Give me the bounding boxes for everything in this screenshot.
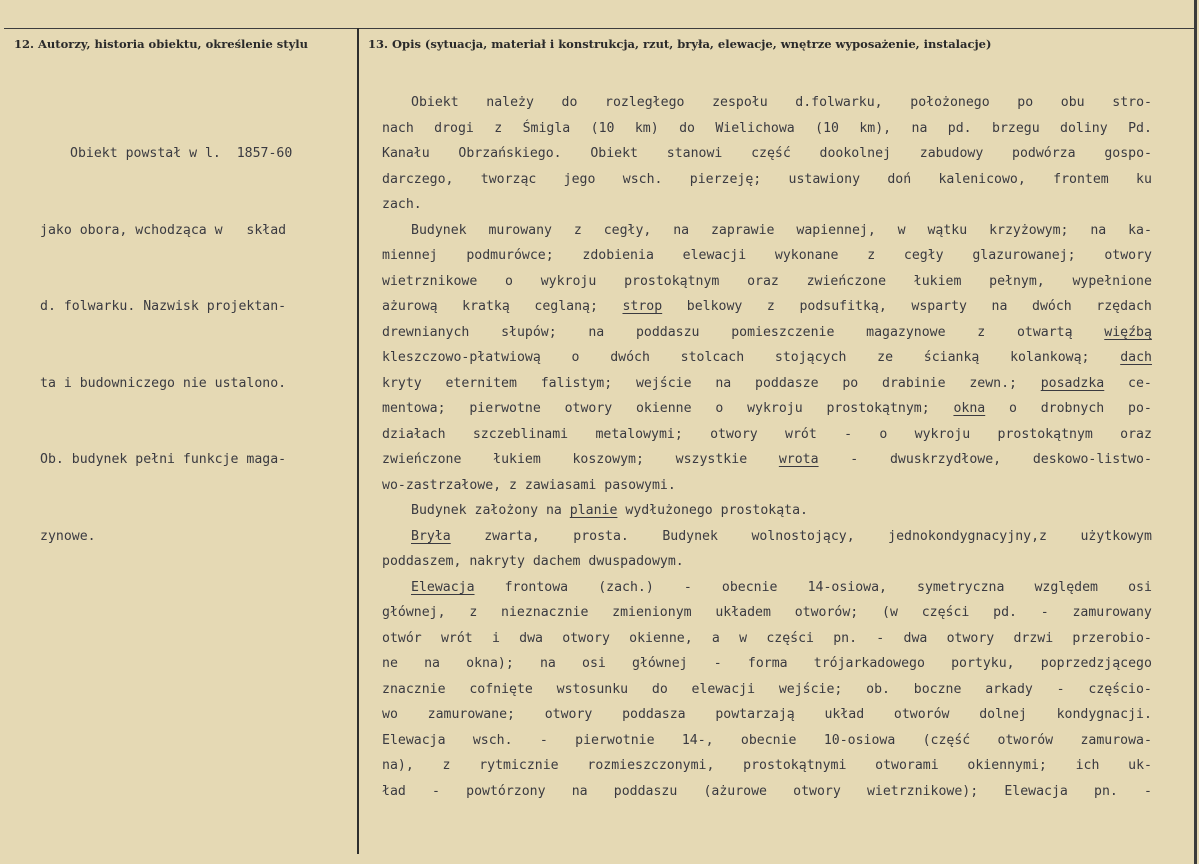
- word: na: [673, 222, 690, 238]
- word: Budynek: [662, 528, 718, 544]
- word: kryty: [382, 375, 422, 391]
- word: trójarkadowego: [813, 656, 925, 671]
- word: metalowymi;: [595, 426, 683, 442]
- word: otwory: [564, 401, 613, 416]
- word: osi: [1128, 579, 1152, 595]
- word: cegły: [903, 248, 944, 263]
- description-line: [382, 549, 1152, 575]
- word: krzyżowym;: [989, 222, 1069, 238]
- word: Bryła: [411, 528, 451, 544]
- word: nach: [382, 120, 414, 136]
- description-line: [382, 473, 1152, 499]
- word: z: [469, 605, 478, 620]
- word: wykroju: [914, 426, 971, 442]
- top-rule: [4, 28, 1195, 29]
- word: w: [739, 630, 748, 646]
- word: (10: [590, 120, 615, 136]
- word: do: [651, 681, 668, 697]
- word: pomieszczenie: [731, 324, 835, 340]
- word: cegły,: [603, 222, 652, 238]
- word: koszowym;: [572, 452, 644, 467]
- description-line: [382, 192, 1152, 218]
- word: prostokątnym: [997, 426, 1093, 442]
- word: drzwi: [1013, 630, 1054, 646]
- word: zdobienia: [582, 248, 654, 263]
- word: otwory: [710, 426, 758, 442]
- word: elewacji: [682, 248, 747, 263]
- history-line: Ob. budynek pełni funkcje maga-: [40, 452, 287, 467]
- word: po: [1017, 95, 1034, 110]
- word: dookolnej: [819, 146, 891, 161]
- word: Obiekt: [411, 95, 459, 110]
- section-13-header: 13. Opis (sytuacja, materiał i konstrukcja, rzut, bryła, elewacje, wnętrze wyposażenie, instalacje): [368, 37, 992, 51]
- word: więźbą: [1104, 324, 1152, 340]
- word: części: [766, 630, 814, 646]
- word: strop: [622, 299, 663, 314]
- word: układ: [824, 707, 865, 722]
- word: okiennymi;: [967, 758, 1047, 773]
- word: do: [679, 120, 695, 136]
- word: obecnie: [740, 732, 797, 748]
- word: prostokątnym: [624, 273, 720, 289]
- word: Elewacja: [411, 579, 475, 595]
- word: wstosunku: [556, 681, 629, 697]
- word: rytmicznie: [479, 758, 559, 773]
- word: zwieńczone: [806, 273, 887, 289]
- word: falistym;: [540, 375, 613, 391]
- word: 14-osiowa,: [807, 579, 887, 595]
- history-line: d. folwarku. Nazwisk projektan-: [40, 299, 287, 314]
- word: Elewacja: [1004, 783, 1068, 799]
- word: na: [588, 324, 605, 340]
- word: Pd.: [1128, 120, 1152, 136]
- word: (10: [815, 120, 839, 136]
- description-line: [382, 167, 1152, 193]
- word: dwa: [903, 630, 928, 646]
- word: wolnostojący,: [751, 528, 855, 544]
- word: częścio-: [1088, 681, 1152, 697]
- word: cofnięte: [469, 681, 533, 697]
- word: w: [897, 222, 906, 238]
- word: z: [766, 299, 775, 314]
- word: zwieńczone: [382, 452, 462, 467]
- word: dolnej: [979, 707, 1027, 722]
- word: po-: [1128, 401, 1152, 416]
- word: pn.: [833, 630, 858, 646]
- word: podwórza: [1012, 146, 1076, 161]
- word: z: [573, 222, 582, 238]
- word: otwór: [382, 630, 422, 646]
- word: po: [842, 375, 859, 391]
- description-line: [382, 422, 1152, 448]
- word: pd.: [947, 120, 972, 136]
- word: stro-: [1112, 95, 1152, 110]
- word: pd.: [993, 605, 1017, 620]
- word: słupów;: [501, 324, 557, 340]
- word: Śmigla: [522, 120, 571, 136]
- description-line: [382, 447, 1152, 473]
- word: wejście: [635, 375, 692, 391]
- word: wykroju: [540, 273, 597, 289]
- word: prostokątnym;: [826, 401, 930, 416]
- word: głównej,: [382, 605, 446, 620]
- word: szczeblinami: [472, 426, 569, 442]
- word: do: [561, 95, 578, 110]
- word: Wielichowa: [715, 120, 795, 136]
- word: drewnianych: [382, 324, 470, 340]
- history-line: zynowe.: [40, 528, 96, 544]
- word: pierwotne: [469, 401, 541, 416]
- word: położonego: [910, 95, 990, 110]
- word: wszystkie: [675, 452, 748, 467]
- word: oraz: [1120, 426, 1152, 442]
- word: okna: [953, 401, 986, 416]
- word: -: [1040, 605, 1049, 620]
- word: ład: [382, 783, 406, 799]
- word: nieznacznie: [501, 605, 589, 620]
- word: wrót: [785, 426, 817, 442]
- word: (zach.): [598, 579, 654, 595]
- word: deskowo-listwo-: [1032, 452, 1152, 467]
- section-12-header: 12. Autorzy, historia obiektu, określenie stylu: [14, 37, 308, 51]
- word: ku: [1136, 171, 1152, 187]
- word: kratką: [462, 299, 510, 314]
- description-line: [382, 702, 1152, 728]
- word: łukiem: [493, 452, 541, 467]
- word: zewn.;: [969, 375, 1017, 391]
- word: na: [424, 656, 440, 671]
- word: obecnie: [721, 579, 778, 595]
- word: wietrznikowe: [382, 273, 478, 289]
- word: glazurowanej;: [972, 248, 1076, 263]
- word: otwartą: [1016, 324, 1073, 340]
- word: powtórzony: [466, 783, 546, 799]
- word: portyku,: [951, 656, 1015, 671]
- word: doliny: [1060, 120, 1108, 136]
- word: otwory: [946, 630, 995, 646]
- word: kleszczowo-płatwiową: [382, 350, 541, 365]
- word: o: [505, 273, 513, 289]
- word: murowany: [488, 222, 552, 238]
- word: okna);: [466, 656, 514, 671]
- word: osi: [582, 656, 606, 671]
- word: zabudowy: [919, 146, 984, 161]
- word: na: [911, 120, 928, 136]
- word: pierwotnie: [575, 732, 655, 748]
- word: dwa: [519, 630, 543, 646]
- description-line: [382, 141, 1152, 167]
- column-divider-top: [357, 28, 359, 38]
- word: Budynek: [411, 222, 467, 238]
- word: belkowy: [686, 299, 743, 314]
- description-line: [382, 677, 1152, 703]
- word: układem: [715, 605, 771, 620]
- word: dach: [1120, 350, 1152, 365]
- word: jednokondygnacyjny,z: [888, 528, 1047, 544]
- word: okienne,: [629, 630, 693, 646]
- word: otworów: [997, 732, 1054, 748]
- word: względem: [1034, 579, 1098, 595]
- word: ze: [877, 350, 894, 365]
- word: wrót: [440, 630, 473, 646]
- word: -: [432, 783, 440, 799]
- description-line: [382, 396, 1152, 422]
- word: głównej: [632, 656, 688, 671]
- history-line: Obiekt powstał w l. 1857-60: [70, 146, 293, 161]
- word: -: [876, 630, 885, 646]
- word: jego: [563, 171, 596, 187]
- word: ob.: [866, 681, 890, 697]
- word: i: [491, 630, 500, 646]
- word: (ażurowe: [703, 783, 767, 799]
- word: drobnych: [1040, 401, 1105, 416]
- word: miennej: [382, 248, 438, 263]
- word: o: [571, 350, 580, 365]
- text-run: wydłużonego prostokąta.: [617, 503, 808, 518]
- description-line: [382, 575, 1152, 601]
- word: -: [1144, 783, 1152, 799]
- word: magazynowe: [866, 324, 946, 340]
- word: 14-,: [681, 732, 714, 748]
- word: użytkowym: [1080, 528, 1152, 544]
- description-line: [382, 626, 1152, 652]
- word: dwóch: [1032, 299, 1072, 314]
- description-line: [382, 498, 1152, 524]
- word: dwuskrzydłowe,: [889, 452, 1002, 467]
- word: km): [634, 120, 659, 136]
- text-run: zach.: [382, 197, 422, 212]
- description-line: [382, 753, 1152, 779]
- word: Elewacja: [382, 732, 446, 748]
- word: oraz: [747, 273, 779, 289]
- word: drabinie: [882, 375, 946, 391]
- history-column: [40, 90, 358, 600]
- word: o: [879, 426, 888, 442]
- word: drogi: [434, 120, 474, 136]
- description-line: [382, 600, 1152, 626]
- word: prosta.: [573, 528, 629, 544]
- word: (część: [922, 732, 971, 748]
- description-line: [382, 243, 1152, 269]
- text-run: poddaszem, nakryty dachem dwuspadowym.: [382, 554, 684, 569]
- word: kalenicowo,: [938, 171, 1026, 187]
- word: stolcach: [680, 350, 745, 365]
- word: ne: [382, 656, 398, 671]
- word: frontowa: [504, 579, 569, 595]
- word: część: [751, 146, 791, 161]
- text-run: wo-zastrzałowe, z zawiasami pasowymi.: [382, 477, 676, 493]
- word: symetryczna: [917, 579, 1005, 595]
- description-line: [382, 269, 1152, 295]
- word: ich: [1075, 758, 1100, 773]
- word: Obrzańskiego.: [458, 146, 562, 161]
- description-line: [382, 345, 1152, 371]
- word: na),: [382, 758, 414, 773]
- word: powtarzają: [715, 707, 795, 722]
- description-line: [382, 779, 1152, 805]
- word: uk-: [1128, 758, 1152, 773]
- word: o: [715, 401, 724, 416]
- word: na: [715, 375, 732, 391]
- text-run: planie: [569, 503, 618, 518]
- word: (w: [882, 605, 898, 620]
- word: poddaszu: [635, 324, 700, 340]
- word: poprzedzjącego: [1040, 656, 1152, 671]
- word: 10-osiowa: [823, 732, 896, 748]
- description-line: [382, 651, 1152, 677]
- word: -: [683, 579, 692, 595]
- word: części: [921, 605, 970, 620]
- word: zwarta,: [484, 528, 540, 544]
- word: gospo-: [1104, 146, 1152, 161]
- word: rozmieszczonymi,: [587, 758, 715, 773]
- word: Obiekt: [590, 146, 638, 161]
- word: forma: [747, 656, 788, 671]
- word: otwory: [544, 707, 593, 722]
- word: wątku: [927, 222, 968, 238]
- word: posadzka: [1040, 375, 1105, 391]
- word: wsch.: [622, 171, 663, 187]
- word: znacznie: [382, 681, 446, 697]
- word: wypełnione: [1072, 273, 1152, 289]
- description-line: [382, 116, 1152, 142]
- word: o: [1008, 401, 1017, 416]
- word: -: [850, 452, 859, 467]
- word: z: [977, 324, 986, 340]
- word: boczne: [913, 681, 962, 697]
- word: a: [711, 630, 720, 646]
- word: ceglaną;: [534, 299, 598, 314]
- word: należy: [486, 95, 534, 110]
- word: elewacji: [691, 681, 756, 697]
- word: wsparty: [911, 299, 967, 314]
- word: na: [571, 783, 588, 799]
- word: zamurowany: [1072, 605, 1152, 620]
- word: otworów;: [794, 605, 859, 620]
- word: d.folwarku,: [795, 95, 883, 110]
- word: wykroju: [747, 401, 803, 416]
- word: podsufitką,: [799, 299, 887, 314]
- word: z: [867, 248, 876, 263]
- word: ce-: [1128, 375, 1152, 391]
- description-column: [382, 90, 1152, 804]
- description-line: [382, 218, 1152, 244]
- description-line: [382, 524, 1152, 550]
- word: km),: [859, 120, 892, 136]
- word: otworami: [875, 758, 939, 773]
- word: kolankową;: [1010, 350, 1090, 365]
- word: ażurową: [382, 299, 438, 314]
- word: wykonane: [774, 248, 839, 263]
- word: ka-: [1128, 222, 1152, 238]
- word: zamurowane;: [427, 707, 515, 722]
- word: wietrznikowe);: [866, 783, 979, 799]
- word: pierzeję;: [689, 171, 762, 187]
- word: ustawiony: [788, 171, 861, 187]
- word: wapiennej,: [796, 222, 876, 238]
- word: wsch.: [472, 732, 513, 748]
- word: eternitem: [445, 375, 517, 391]
- description-line: [382, 294, 1152, 320]
- word: na: [991, 299, 1008, 314]
- word: na: [1090, 222, 1107, 238]
- word: podmurówce;: [466, 248, 554, 263]
- word: -: [844, 426, 853, 442]
- right-border: [1194, 0, 1197, 864]
- word: ścianką: [923, 350, 980, 365]
- word: tworząc: [480, 171, 537, 187]
- word: -: [1056, 681, 1065, 697]
- word: wejście;: [778, 681, 843, 697]
- word: pn.: [1094, 783, 1118, 799]
- word: pełnym,: [989, 273, 1045, 289]
- word: otwory: [1104, 248, 1152, 263]
- word: na: [539, 656, 556, 671]
- word: zamurowa-: [1080, 732, 1152, 748]
- word: obu: [1060, 95, 1085, 110]
- word: zaprawie: [710, 222, 775, 238]
- word: otwory: [793, 783, 841, 799]
- word: darczego,: [382, 171, 454, 187]
- word: wrota: [778, 452, 819, 467]
- word: łukiem: [913, 273, 962, 289]
- word: dwóch: [610, 350, 650, 365]
- word: -: [539, 732, 548, 748]
- word: -: [713, 656, 722, 671]
- history-line: jako obora, wchodząca w skład: [40, 222, 287, 238]
- word: otworów: [893, 707, 950, 722]
- word: arkady: [985, 681, 1033, 697]
- word: rozległego: [605, 95, 685, 110]
- description-line: [382, 90, 1152, 116]
- word: poddasze: [755, 375, 819, 391]
- word: okienne: [635, 401, 692, 416]
- word: prostokątnymi: [743, 758, 847, 773]
- word: otwory: [562, 630, 610, 646]
- word: poddasza: [622, 707, 686, 722]
- word: Kanału: [382, 146, 430, 161]
- word: z: [442, 758, 451, 773]
- word: zespołu: [712, 95, 768, 110]
- word: z: [494, 120, 503, 136]
- history-line: ta i budowniczego nie ustalono.: [40, 375, 287, 391]
- word: stanowi: [666, 146, 723, 161]
- word: przerobio-: [1072, 630, 1152, 646]
- description-line: [382, 320, 1152, 346]
- description-line: [382, 371, 1152, 397]
- word: wo: [382, 707, 398, 722]
- word: doń: [887, 171, 912, 187]
- word: brzegu: [992, 120, 1040, 136]
- word: rzędach: [1096, 299, 1152, 314]
- word: działach: [382, 426, 446, 442]
- word: stojących: [774, 350, 847, 365]
- description-line: [382, 728, 1152, 754]
- word: kondygnacji.: [1056, 707, 1152, 722]
- word: mentowa;: [382, 401, 446, 416]
- word: zmienionym: [612, 605, 692, 620]
- word: frontem: [1053, 171, 1109, 187]
- text-run: Budynek założony na: [411, 503, 570, 518]
- word: poddaszu: [613, 783, 678, 799]
